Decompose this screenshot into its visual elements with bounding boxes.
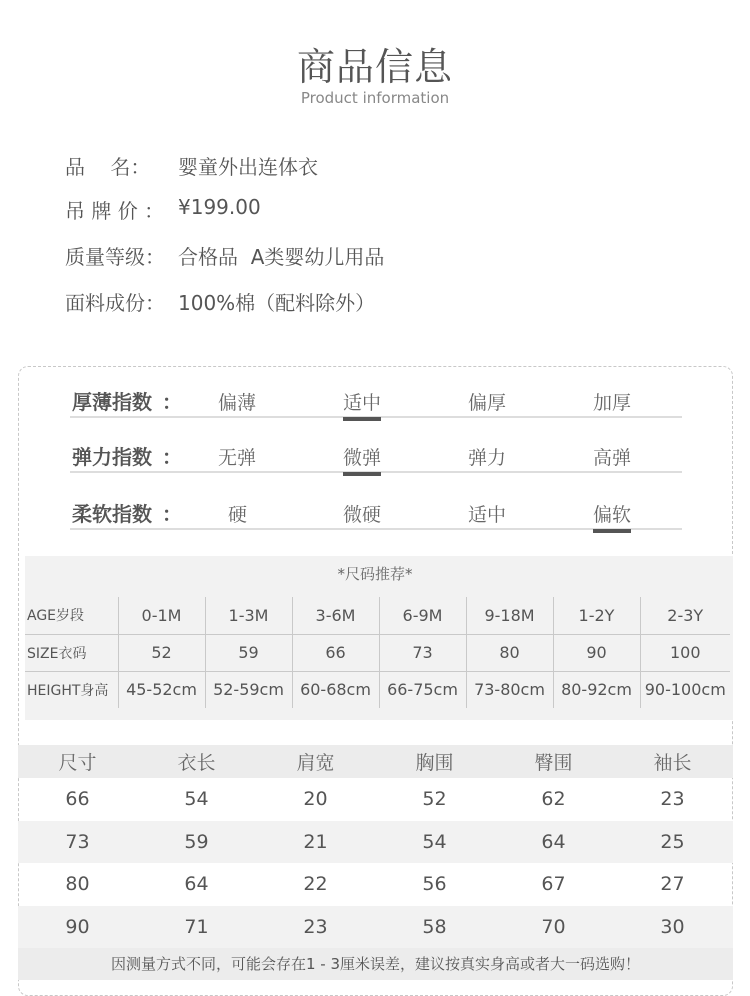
size-cell: 1-2Y bbox=[553, 597, 640, 634]
info-row-name bbox=[65, 151, 318, 180]
index-option: 偏厚 bbox=[468, 392, 507, 414]
row-header: SIZE衣码 bbox=[25, 634, 118, 671]
measurement-cell: 21 bbox=[303, 830, 328, 853]
measurement-cell: 58 bbox=[422, 915, 447, 938]
info-row-fabric bbox=[65, 287, 375, 316]
size-cell: 2-3Y bbox=[640, 597, 730, 634]
thickness-index bbox=[70, 386, 682, 418]
size-cell: 3-6M bbox=[292, 597, 379, 634]
size-cell: 66 bbox=[292, 634, 379, 671]
measurement-cell: 90 bbox=[65, 915, 90, 938]
index-label: 柔软指数 bbox=[72, 502, 152, 526]
measurement-header: 臀围 bbox=[534, 752, 573, 774]
measurement-row bbox=[18, 906, 733, 949]
index-option: 适中 bbox=[343, 388, 381, 417]
measurement-header: 胸围 bbox=[415, 752, 454, 774]
size-cell: 90-100cm bbox=[640, 671, 730, 708]
measurement-cell: 62 bbox=[541, 788, 566, 811]
index-colon: ： bbox=[162, 390, 182, 414]
size-cell: 52-59cm bbox=[205, 671, 292, 708]
size-cell: 0-1M bbox=[118, 597, 205, 634]
size-cell: 80-92cm bbox=[553, 671, 640, 708]
info-label: 品 名： bbox=[65, 155, 151, 179]
measurement-cell: 59 bbox=[184, 830, 209, 853]
size-row-age bbox=[25, 597, 730, 634]
measurement-row bbox=[18, 821, 733, 864]
size-cell: 66-75cm bbox=[379, 671, 466, 708]
measurement-cell: 20 bbox=[303, 788, 328, 811]
info-value: 合格品 A类婴幼儿用品 bbox=[178, 245, 385, 269]
size-recommend-table bbox=[25, 597, 730, 708]
index-label: 厚薄指数 bbox=[72, 390, 152, 414]
measurement-cell: 66 bbox=[65, 788, 90, 811]
index-option: 加厚 bbox=[593, 392, 632, 414]
measurement-header-row bbox=[18, 745, 733, 778]
measurement-header: 衣长 bbox=[177, 752, 216, 774]
size-cell: 80 bbox=[466, 634, 553, 671]
index-colon: ： bbox=[162, 502, 182, 526]
measurement-cell: 64 bbox=[184, 873, 209, 896]
measurement-cell: 52 bbox=[422, 788, 447, 811]
info-label: 吊 牌 价 ： bbox=[65, 199, 165, 223]
index-option: 弹力 bbox=[468, 447, 507, 469]
row-header: HEIGHT身高 bbox=[27, 682, 109, 699]
measurement-cell: 73 bbox=[65, 830, 90, 853]
measurement-cell: 25 bbox=[660, 830, 685, 853]
measurement-cell: 70 bbox=[541, 915, 566, 938]
size-row-size bbox=[25, 634, 730, 671]
measurement-header: 肩宽 bbox=[296, 752, 335, 774]
index-label: 弹力指数 bbox=[72, 445, 152, 469]
size-cell: 73-80cm bbox=[466, 671, 553, 708]
index-option: 硬 bbox=[228, 504, 248, 526]
info-value: ¥199.00 bbox=[178, 195, 261, 219]
measurement-cell: 67 bbox=[541, 873, 566, 896]
measurement-note: 因测量方式不同，可能会存在1 - 3厘米误差，建议按真实身高或者大一码选购！ bbox=[18, 948, 733, 980]
size-cell: 45-52cm bbox=[118, 671, 205, 708]
index-option: 适中 bbox=[468, 504, 507, 526]
size-row-height bbox=[25, 671, 730, 708]
page-title: 商品信息 bbox=[296, 45, 453, 89]
size-cell: 6-9M bbox=[379, 597, 466, 634]
softness-index bbox=[70, 498, 682, 530]
index-option: 偏软 bbox=[593, 500, 631, 529]
info-row-quality bbox=[65, 241, 384, 270]
size-cell: 59 bbox=[205, 634, 292, 671]
info-label: 质量等级： bbox=[65, 245, 165, 269]
measurement-cell: 54 bbox=[184, 788, 209, 811]
size-cell: 73 bbox=[379, 634, 466, 671]
size-recommend-caption: *尺码推荐* bbox=[337, 565, 413, 583]
measurement-cell: 22 bbox=[303, 873, 328, 896]
index-option: 偏薄 bbox=[218, 392, 257, 414]
index-option: 无弹 bbox=[218, 447, 257, 469]
size-cell: 60-68cm bbox=[292, 671, 379, 708]
info-value: 100%棉（配料除外） bbox=[178, 291, 376, 315]
measurement-cell: 64 bbox=[541, 830, 566, 853]
measurement-header: 袖长 bbox=[653, 752, 692, 774]
measurement-cell: 71 bbox=[184, 915, 209, 938]
size-cell: 52 bbox=[118, 634, 205, 671]
index-option: 微弹 bbox=[343, 443, 381, 472]
elasticity-index bbox=[70, 441, 682, 473]
size-cell: 9-18M bbox=[466, 597, 553, 634]
measurement-cell: 54 bbox=[422, 830, 447, 853]
info-label: 面料成份： bbox=[65, 291, 165, 315]
measurement-cell: 27 bbox=[660, 873, 685, 896]
index-option: 高弹 bbox=[593, 447, 632, 469]
measurement-cell: 80 bbox=[65, 873, 90, 896]
measurement-cell: 56 bbox=[422, 873, 447, 896]
info-row-price bbox=[65, 195, 261, 224]
size-cell: 90 bbox=[553, 634, 640, 671]
page-subtitle: Product information bbox=[300, 89, 450, 107]
index-colon: ： bbox=[162, 445, 182, 469]
measurement-table bbox=[18, 745, 733, 948]
measurement-row bbox=[18, 863, 733, 906]
info-value: 婴童外出连体衣 bbox=[178, 155, 318, 179]
size-cell: 100 bbox=[640, 634, 730, 671]
measurement-row bbox=[18, 778, 733, 821]
measurement-cell: 30 bbox=[660, 915, 685, 938]
measurement-header: 尺寸 bbox=[58, 752, 97, 774]
size-cell: 1-3M bbox=[205, 597, 292, 634]
measurement-cell: 23 bbox=[660, 788, 685, 811]
measurement-cell: 23 bbox=[303, 915, 328, 938]
index-option: 微硬 bbox=[343, 504, 382, 526]
row-header: AGE岁段 bbox=[25, 597, 118, 634]
